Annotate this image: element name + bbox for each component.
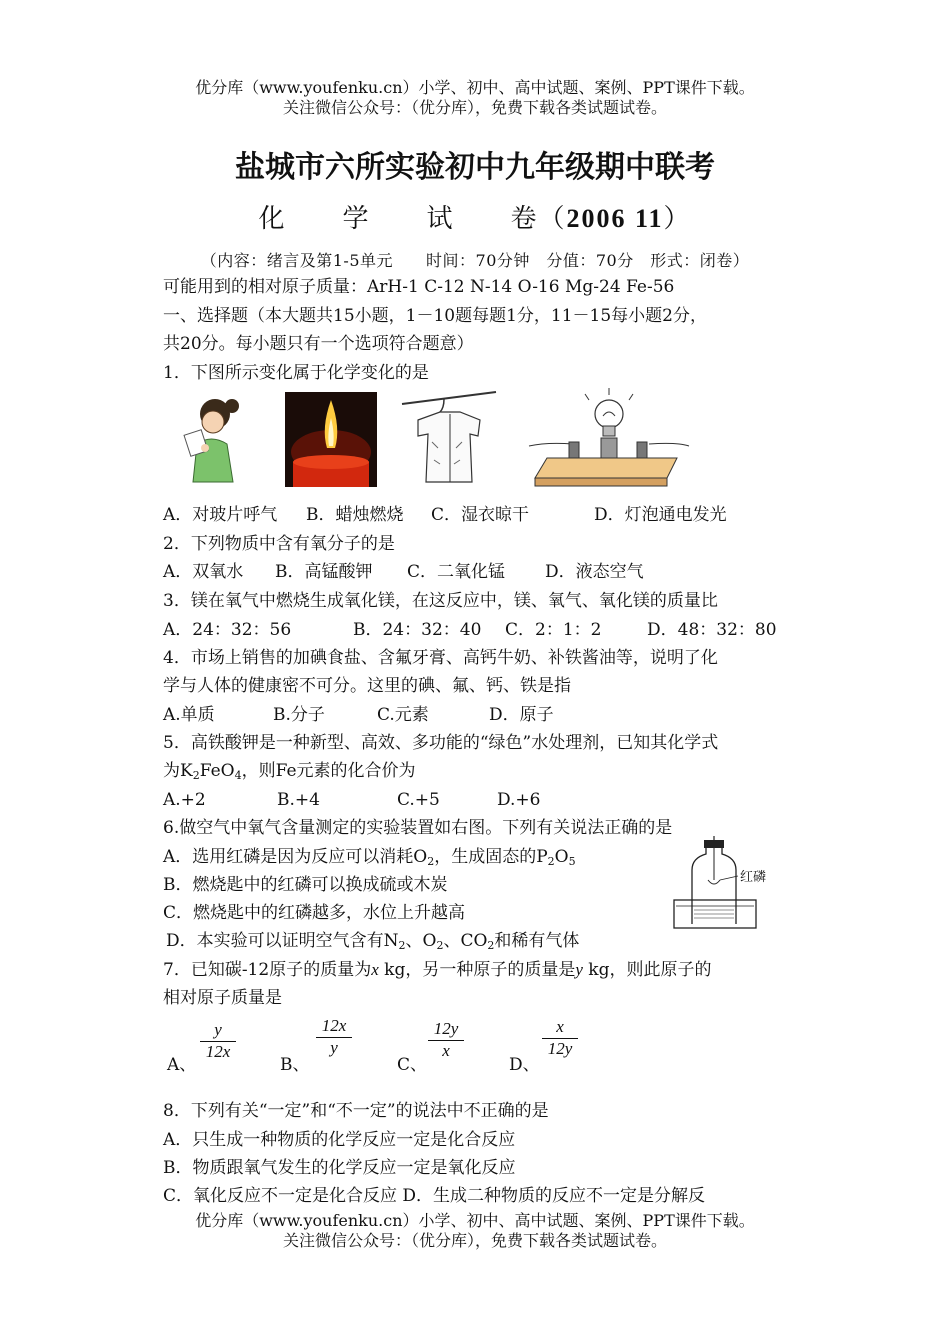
q2-option-b[interactable]: B．高锰酸钾	[275, 562, 373, 582]
q1-stem: 1．下图所示变化属于化学变化的是	[163, 363, 429, 383]
q2-option-d[interactable]: D．液态空气	[545, 562, 644, 582]
q3-option-c[interactable]: C．2：1：2	[505, 620, 602, 640]
q5-option-b[interactable]: B.+4	[277, 790, 320, 810]
q6-option-a[interactable]: A．选用红磷是因为反应可以消耗$O_2$，生成固态的$P_2O_5$	[163, 847, 576, 868]
q7-option-a-fraction[interactable]: $\frac{y}{12x}$	[200, 1020, 236, 1062]
q2-stem: 2．下列物质中含有氧分子的是	[163, 534, 395, 554]
q6-option-b[interactable]: B．燃烧匙中的红磷可以换成硫或木炭	[163, 875, 448, 895]
q7-option-c-label[interactable]: C、	[397, 1055, 428, 1075]
q8-option-a[interactable]: A．只生成一种物质的化学反应一定是化合反应	[163, 1130, 516, 1150]
q5-option-c[interactable]: C.+5	[397, 790, 440, 810]
page-title: 盐城市六所实验初中九年级期中联考	[235, 150, 715, 185]
q3-option-b[interactable]: B．24：32：40	[353, 620, 482, 640]
q7-stem-cont: 相对原子质量是	[163, 988, 282, 1008]
q7-option-a-label[interactable]: A、	[167, 1055, 197, 1075]
footer-line-2: 关注微信公众号：（优分库），免费下载各类试题试卷。	[282, 1231, 667, 1250]
q3-stem: 3．镁在氧气中燃烧生成氧化镁，在这反应中，镁、氧气、氧化镁的质量比	[163, 591, 718, 611]
q1-option-a[interactable]: A．对玻片呼气	[163, 505, 278, 525]
q2-options	[163, 561, 644, 583]
header-line-2: 关注微信公众号：（优分库），免费下载各类试题试卷。	[282, 98, 667, 117]
q7-stem: 7．已知碳-12原子的质量为x kg，另一种原子的质量是y kg，则此原子的	[163, 960, 712, 980]
q4-option-b[interactable]: B.分子	[273, 705, 325, 725]
q1-options	[163, 504, 727, 526]
q2-option-a[interactable]: A．双氧水	[163, 562, 244, 582]
q5-stem-cont: 为$K_2FeO_4$，则Fe元素的化合价为	[163, 761, 416, 782]
q4-option-c[interactable]: C.元素	[377, 705, 429, 725]
q1-option-c[interactable]: C．湿衣晾干	[431, 505, 530, 525]
q4-option-a[interactable]: A.单质	[163, 705, 215, 725]
q4-option-d[interactable]: D．原子	[489, 705, 554, 725]
exam-meta: （内容：绪言及第1-5单元 时间：70分钟 分值：70分 形式：闭卷）	[200, 251, 750, 270]
q5-stem: 5．高铁酸钾是一种新型、高效、多功能的“绿色”水处理剂，已知其化学式	[163, 733, 719, 753]
footer-line-1: 优分库（www.youfenku.cn）小学、初中、高中试题、案例、PPT课件下载。	[195, 1211, 755, 1230]
q1-option-b[interactable]: B．蜡烛燃烧	[306, 505, 404, 525]
q6-option-c[interactable]: C．燃烧匙中的红磷越多，水位上升越高	[163, 903, 466, 923]
q2-option-c[interactable]: C．二氧化锰	[407, 562, 506, 582]
burning-candle-image	[285, 392, 377, 487]
q7-option-b-fraction[interactable]: $\frac{12x}{y}$	[316, 1016, 352, 1058]
light-bulb-circuit-image	[527, 386, 692, 488]
q5-options	[163, 789, 541, 811]
q8-stem: 8．下列有关“一定”和“不一定”的说法中不正确的是	[163, 1101, 549, 1121]
q7-option-c-fraction[interactable]: $\frac{12y}{x}$	[428, 1019, 464, 1061]
red-phosphorus-label: 红磷	[740, 870, 767, 885]
page-subtitle: 化 学 试 卷（2006 11）	[258, 204, 692, 234]
q4-options	[163, 704, 554, 726]
q1-option-d[interactable]: D．灯泡通电发光	[594, 505, 727, 525]
header-line-1: 优分库（www.youfenku.cn）小学、初中、高中试题、案例、PPT课件下载。	[195, 78, 755, 97]
q8-option-c[interactable]: C．氧化反应不一定是化合反应 D．生成二种物质的反应不一定是分解反	[163, 1186, 706, 1206]
section-1-heading: 一、选择题（本大题共15小题，1－10题每题1分，11－15每小题2分，	[163, 306, 707, 326]
q5-option-a[interactable]: A.+2	[163, 790, 206, 810]
q8-option-b[interactable]: B．物质跟氧气发生的化学反应一定是氧化反应	[163, 1158, 516, 1178]
q5-option-d[interactable]: D.+6	[497, 790, 541, 810]
q4-stem: 4．市场上销售的加碘食盐、含氟牙膏、高钙牛奶、补铁酱油等，说明了化	[163, 648, 718, 668]
q4-stem-cont: 学与人体的健康密不可分。这里的碘、氟、钙、铁是指	[163, 676, 571, 696]
atomic-masses: 可能用到的相对原子质量：ArH-1 C-12 N-14 O-16 Mg-24 Fe-56	[163, 277, 675, 297]
q6-stem: 6.做空气中氧气含量测定的实验装置如右图。下列有关说法正确的是	[163, 818, 673, 838]
q7-option-b-label[interactable]: B、	[280, 1055, 310, 1075]
q3-options	[163, 619, 777, 641]
girl-breathing-on-glass-image	[175, 392, 247, 488]
wet-clothes-drying-image	[400, 390, 498, 488]
q7-option-d-fraction[interactable]: $\frac{x}{12y}$	[542, 1017, 578, 1059]
q3-option-a[interactable]: A．24：32：56	[163, 620, 292, 640]
q3-option-d[interactable]: D．48：32：80	[647, 620, 777, 640]
q6-option-d[interactable]: D．本实验可以证明空气含有$N_2$、$O_2$、$CO_2$和稀有气体	[166, 931, 580, 952]
q7-option-d-label[interactable]: D、	[509, 1055, 540, 1075]
section-1-heading-cont: 共20分。每小题只有一个选项符合题意）	[163, 334, 474, 354]
